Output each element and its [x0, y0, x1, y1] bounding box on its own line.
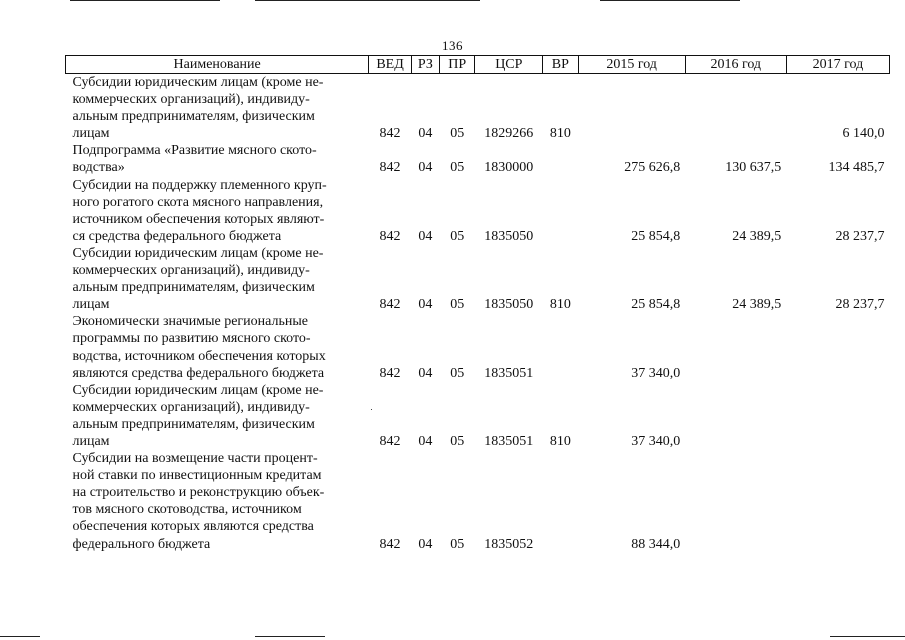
row-ved: 842	[379, 536, 401, 552]
row-pr: 05	[450, 536, 465, 552]
row-name-line: лицам	[72, 126, 110, 142]
row-amount-2015: 25 854,8	[631, 228, 681, 244]
column-header-2016: 2016 год	[685, 56, 786, 74]
row-name-line: ся средства федерального бюджета	[72, 228, 282, 244]
column-header-ved: ВЕД	[369, 56, 411, 74]
row-csr: 1835052	[484, 536, 534, 552]
row-amount-2016	[685, 313, 786, 381]
row-name-line: программы по развитию мясного ското-	[72, 331, 311, 347]
row-name	[66, 177, 369, 245]
row-name-line: альным предпринимателям, физическим	[72, 416, 315, 432]
row-vr: 810	[549, 297, 571, 313]
row-name-line: на строительство и реконструкцию объек-	[72, 485, 325, 501]
row-name-line: лицам	[72, 297, 110, 313]
column-header-vr: ВР	[543, 56, 578, 74]
row-name	[66, 313, 369, 381]
row-name-line: Экономически значимые региональные	[72, 314, 308, 330]
row-vr: 810	[549, 433, 571, 449]
page-number: 136	[442, 38, 463, 53]
row-vr	[543, 177, 578, 245]
row-name	[66, 450, 369, 553]
row-vr	[543, 313, 578, 381]
row-pr: 05	[450, 365, 465, 381]
row-csr: 1835050	[484, 297, 534, 313]
row-amount-2015: 25 854,8	[631, 297, 681, 313]
row-csr: 1829266	[484, 126, 534, 142]
row-name-line: коммерческих организаций), индивиду-	[72, 92, 310, 108]
row-name-line: тов мясного скотоводства, источником	[72, 502, 302, 518]
table-body	[66, 74, 890, 553]
row-name-line: коммерческих организаций), индивиду-	[72, 399, 310, 415]
row-amount-2017: 134 485,7	[828, 160, 885, 176]
row-name	[66, 245, 369, 313]
row-name-line: альным предпринимателям, физическим	[72, 109, 315, 125]
row-csr: 1835051	[484, 365, 534, 381]
row-amount-2016	[685, 450, 786, 553]
table-row	[66, 245, 890, 313]
row-name-line: Субсидии юридическим лицам (кроме не-	[72, 245, 324, 261]
row-rz: 04	[418, 160, 433, 176]
row-amount-2017	[786, 450, 889, 553]
row-rz: 04	[418, 228, 433, 244]
table-row	[66, 313, 890, 381]
row-amount-2017	[786, 313, 889, 381]
row-amount-2017: 28 237,7	[835, 228, 885, 244]
row-pr: 05	[450, 126, 465, 142]
row-ved: 842	[379, 126, 401, 142]
row-name-line: обеспечения которых являются средства	[72, 519, 314, 535]
table-row	[66, 177, 890, 245]
row-name-line: Подпрограмма «Развитие мясного ското-	[72, 143, 317, 159]
column-header-2017: 2017 год	[786, 56, 889, 74]
row-ved: 842	[379, 228, 401, 244]
row-amount-2016	[685, 382, 786, 450]
row-ved: 842	[379, 297, 401, 313]
row-name-line: ной ставки по инвестиционным кредитам	[72, 468, 322, 484]
row-name-line: альным предпринимателям, физическим	[72, 280, 315, 296]
column-header-csr: ЦСР	[475, 56, 543, 74]
row-name-line: водства»	[72, 160, 125, 176]
row-amount-2016: 130 637,5	[725, 160, 782, 176]
row-name-line: коммерческих организаций), индивиду-	[72, 263, 310, 279]
row-name-line: Субсидии на поддержку племенного круп-	[72, 177, 327, 193]
row-csr: 1835051	[484, 433, 534, 449]
row-name-line: источником обеспечения которых являют-	[72, 211, 325, 227]
row-rz: 04	[418, 433, 433, 449]
scan-line-bottom-1	[0, 636, 40, 637]
budget-table	[65, 55, 890, 553]
row-pr: 05	[450, 228, 465, 244]
table-header-row	[66, 56, 890, 74]
row-pr: 05	[450, 160, 465, 176]
column-header-pr: ПР	[440, 56, 475, 74]
row-name-line: Субсидии юридическим лицам (кроме не-	[72, 382, 324, 398]
row-name-line: ного рогатого скота мясного направления,	[72, 194, 324, 210]
row-name-line: федерального бюджета	[72, 536, 211, 552]
row-amount-2015: 37 340,0	[631, 365, 681, 381]
scan-line-top-3	[600, 0, 740, 1]
row-name-line: являются средства федерального бюджета	[72, 365, 325, 381]
row-vr	[543, 142, 578, 176]
row-name-line: лицам	[72, 433, 110, 449]
scan-line-bottom-2	[255, 636, 325, 637]
row-vr	[543, 450, 578, 553]
scan-line-top-1	[70, 0, 220, 1]
row-csr: 1830000	[484, 160, 534, 176]
row-ved: 842	[379, 433, 401, 449]
table-row	[66, 382, 890, 450]
row-name-line: Субсидии на возмещение части процент-	[72, 451, 318, 467]
row-name	[66, 382, 369, 450]
row-amount-2015: 37 340,0	[631, 433, 681, 449]
scan-line-bottom-3	[830, 636, 905, 637]
row-pr: 05	[450, 297, 465, 313]
row-vr: 810	[549, 126, 571, 142]
scan-line-top-2	[255, 0, 480, 1]
column-header-2015: 2015 год	[578, 56, 685, 74]
row-rz: 04	[418, 297, 433, 313]
row-amount-2015: 275 626,8	[624, 160, 681, 176]
row-amount-2016	[685, 74, 786, 143]
row-amount-2017: 6 140,0	[842, 126, 885, 142]
row-ved: 842	[379, 160, 401, 176]
row-name	[66, 74, 369, 143]
row-rz: 04	[418, 126, 433, 142]
row-amount-2015: 88 344,0	[631, 536, 681, 552]
row-amount-2015	[578, 74, 685, 143]
row-amount-2016: 24 389,5	[732, 228, 782, 244]
row-name-line: Субсидии юридическим лицам (кроме не-	[72, 75, 324, 90]
row-name	[66, 142, 369, 176]
row-amount-2017	[786, 382, 889, 450]
table-row	[66, 74, 890, 143]
column-header-name: Наименование	[66, 56, 369, 74]
row-amount-2017: 28 237,7	[835, 297, 885, 313]
row-rz: 04	[418, 365, 433, 381]
row-csr: 1835050	[484, 228, 534, 244]
table-row	[66, 142, 890, 176]
row-amount-2016: 24 389,5	[732, 297, 782, 313]
row-rz: 04	[418, 536, 433, 552]
column-header-rz: РЗ	[411, 56, 439, 74]
row-ved: 842	[379, 365, 401, 381]
table-row	[66, 450, 890, 553]
row-name-line: водства, источником обеспечения которых	[72, 348, 326, 364]
row-pr: 05	[450, 433, 465, 449]
